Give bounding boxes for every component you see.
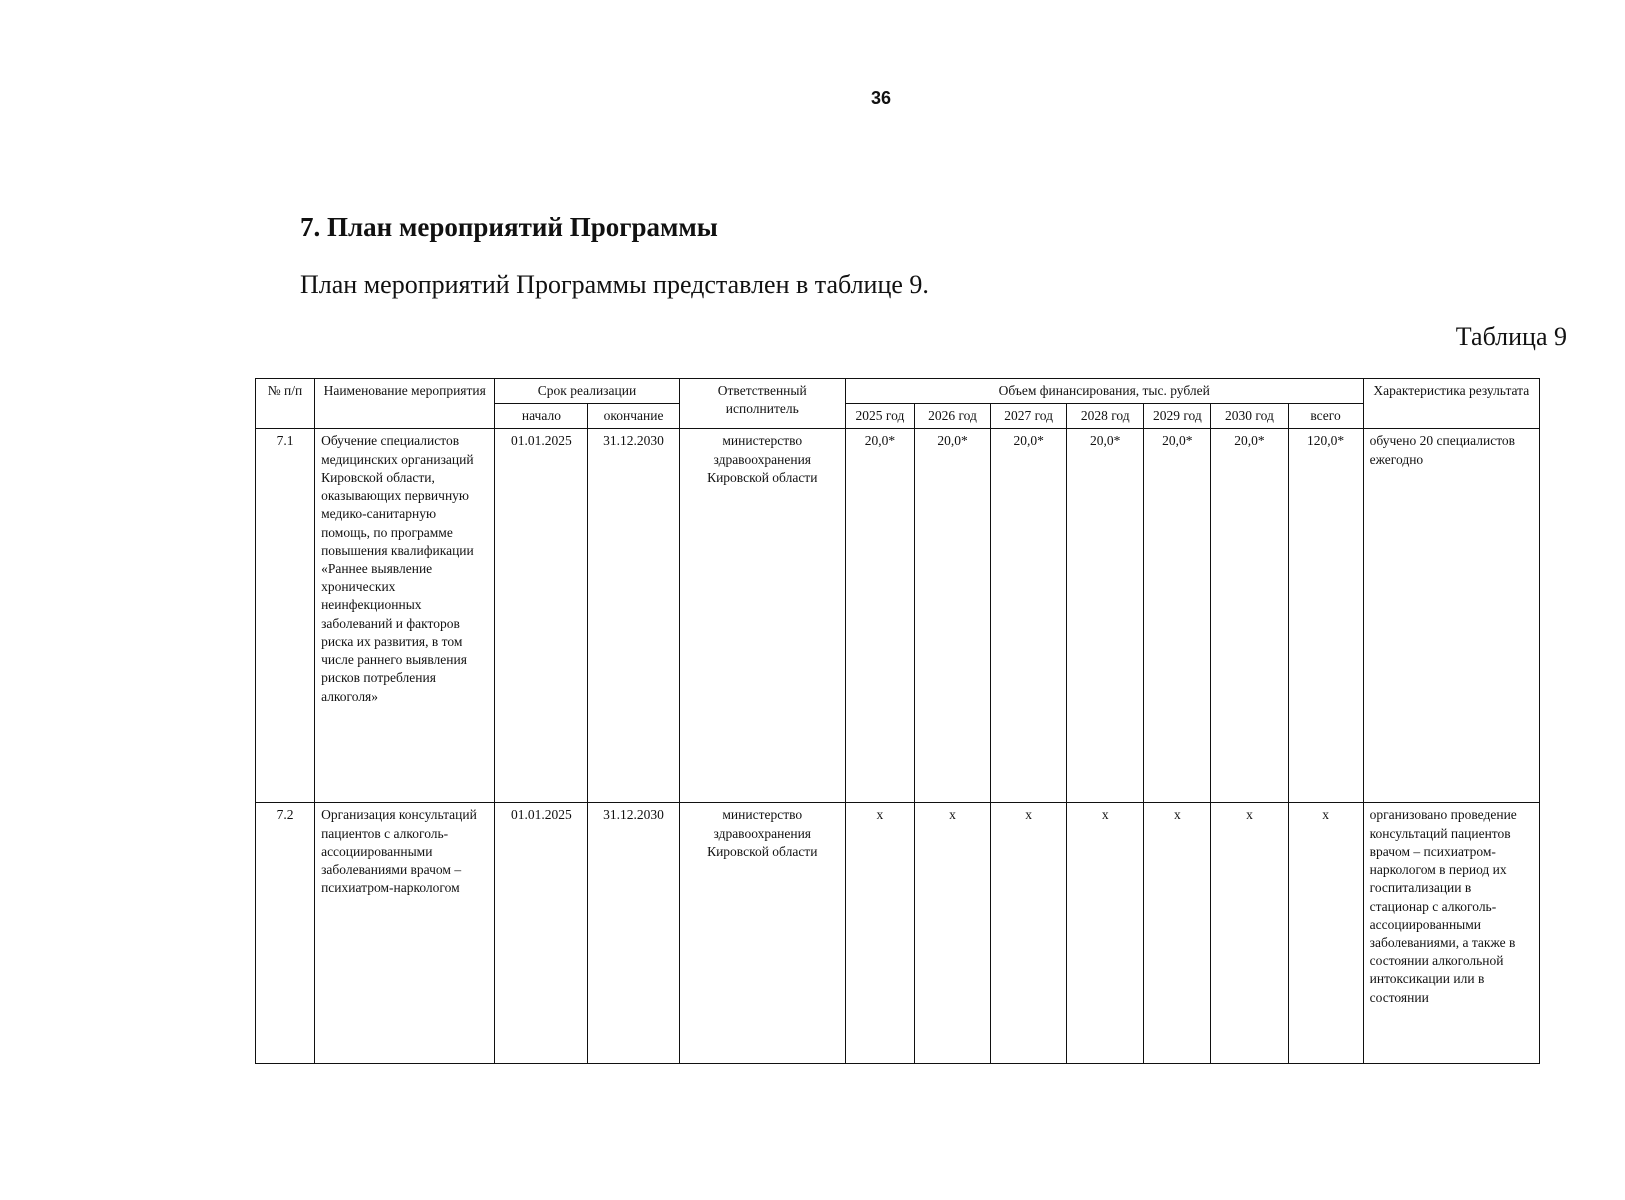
header-funding: Объем финансирования, тыс. рублей xyxy=(845,379,1363,404)
row-total: x xyxy=(1288,803,1363,1064)
row-value-2029: 20,0* xyxy=(1144,429,1211,803)
header-year-2026: 2026 год xyxy=(914,404,990,429)
header-executor: Ответственный исполнитель xyxy=(679,379,845,429)
row-end: 31.12.2030 xyxy=(588,429,679,803)
row-value-2028: x xyxy=(1067,803,1144,1064)
row-value-2025: 20,0* xyxy=(845,429,914,803)
header-year-2029: 2029 год xyxy=(1144,404,1211,429)
row-result: обучено 20 специалистов ежегодно xyxy=(1363,429,1539,803)
row-value-2029: x xyxy=(1144,803,1211,1064)
table-caption: Таблица 9 xyxy=(1455,322,1567,351)
action-plan-table xyxy=(255,378,1540,1064)
header-year-2030: 2030 год xyxy=(1211,404,1288,429)
intro-text: План мероприятий Программы представлен в таблице 9. xyxy=(300,270,929,299)
row-value-2027: x xyxy=(991,803,1067,1064)
row-num: 7.1 xyxy=(256,429,315,803)
row-start: 01.01.2025 xyxy=(495,803,588,1064)
page-number: 36 xyxy=(870,88,892,108)
row-value-2028: 20,0* xyxy=(1067,429,1144,803)
row-name: Организация консультаций пациентов с алкоголь-ассоциированными заболеваниями врачом – психиатром-наркологом xyxy=(315,803,495,1064)
header-year-2028: 2028 год xyxy=(1067,404,1144,429)
row-total: 120,0* xyxy=(1288,429,1363,803)
header-year-2027: 2027 год xyxy=(991,404,1067,429)
header-num: № п/п xyxy=(256,379,315,429)
row-end: 31.12.2030 xyxy=(588,803,679,1064)
table-row xyxy=(256,803,1540,1064)
header-start: начало xyxy=(495,404,588,429)
header-period: Срок реализации xyxy=(495,379,679,404)
row-value-2026: x xyxy=(914,803,990,1064)
row-num: 7.2 xyxy=(256,803,315,1064)
row-executor: министерство здравоохранения Кировской области xyxy=(679,803,845,1064)
row-value-2027: 20,0* xyxy=(991,429,1067,803)
row-value-2026: 20,0* xyxy=(914,429,990,803)
row-value-2025: x xyxy=(845,803,914,1064)
header-year-2025: 2025 год xyxy=(845,404,914,429)
header-total: всего xyxy=(1288,404,1363,429)
section-title: 7. План мероприятий Программы xyxy=(300,212,718,242)
table-row xyxy=(256,429,1540,803)
row-executor: министерство здравоохранения Кировской области xyxy=(679,429,845,803)
header-name: Наименование мероприятия xyxy=(315,379,495,429)
header-result: Характеристика результата xyxy=(1363,379,1539,429)
row-start: 01.01.2025 xyxy=(495,429,588,803)
row-value-2030: 20,0* xyxy=(1211,429,1288,803)
row-name: Обучение специалистов медицинских организаций Кировской области, оказывающих первичную медико-санитарную помощь, по программе повышения квалификации «Раннее выявление хронических неинфекционных заболеваний и факторов риска их развития, в том числе раннего выявления рисков потребления алкоголя» xyxy=(315,429,495,803)
row-value-2030: x xyxy=(1211,803,1288,1064)
row-result: организовано проведение консультаций пациентов врачом – психиатром-наркологом в период их госпитализации в стационар с алкоголь-ассоциированными заболеваниями, а также в состоянии алкогольной интоксикации или в состоянии xyxy=(1363,803,1539,1064)
header-end: окончание xyxy=(588,404,679,429)
header-row xyxy=(256,379,1540,404)
